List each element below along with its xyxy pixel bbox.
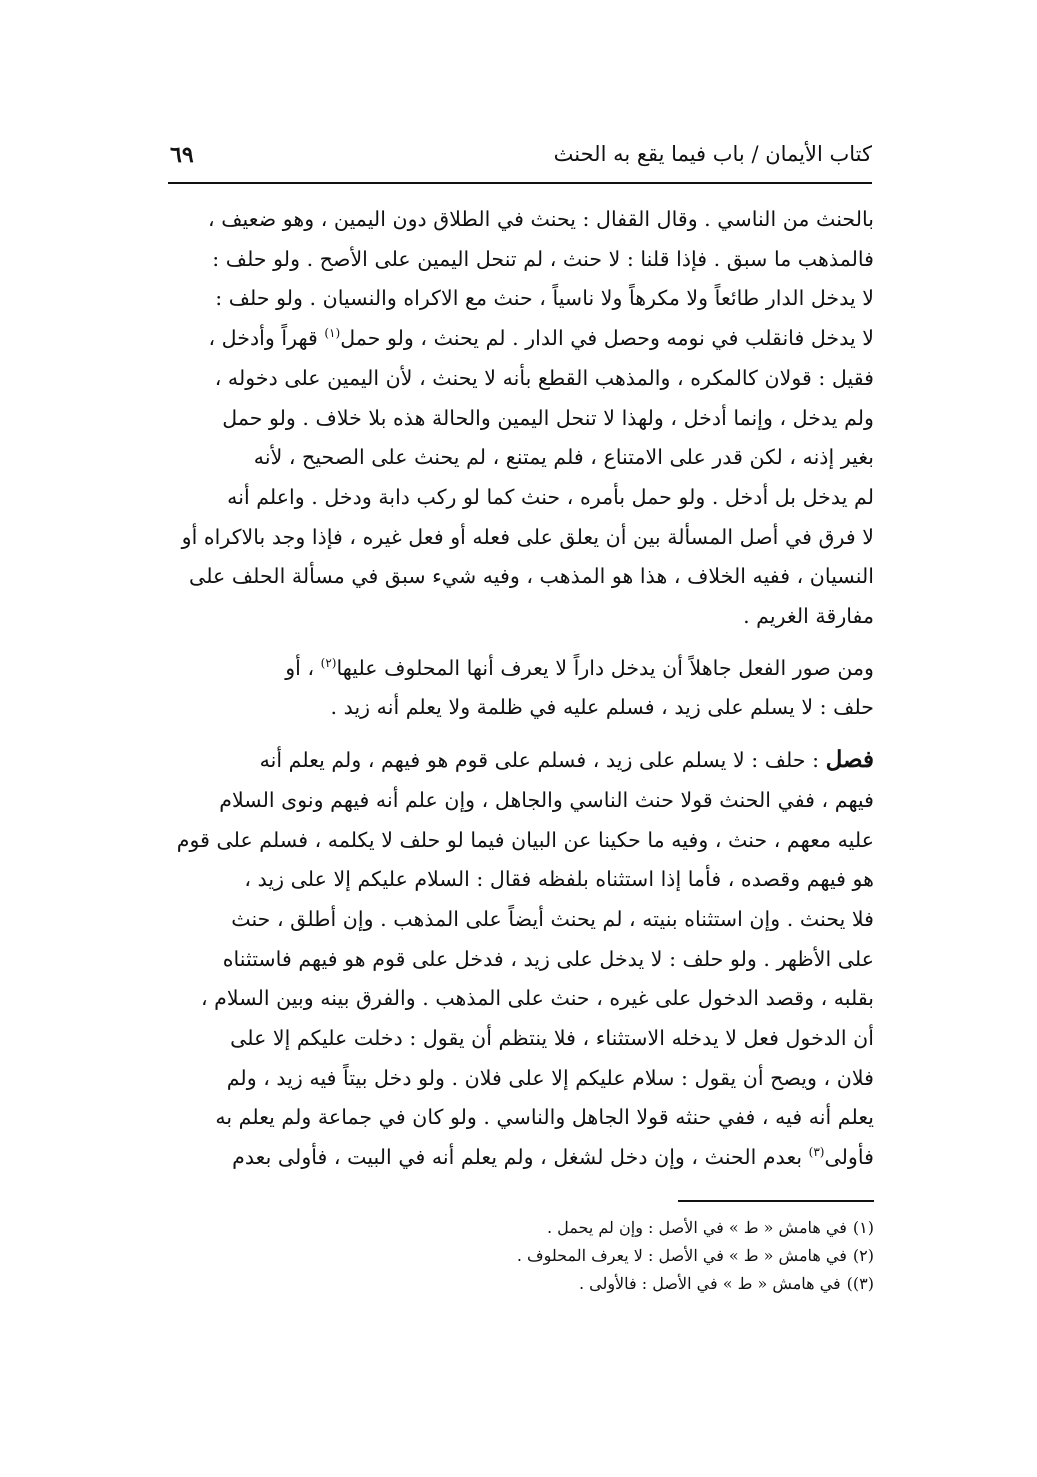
footnote-ref-1: (١) — [324, 326, 341, 341]
main-text — [165, 200, 874, 1178]
text-line: أن الدخول فعل لا يدخله الاستثناء ، فلا ينتظم أن يقول : دخلت عليكم إلا على — [230, 1026, 874, 1051]
text-line: مفارقة الغريم . — [743, 604, 874, 629]
footnotes — [300, 1214, 874, 1298]
text-line: يعلم أنه فيه ، ففي حنثه قولا الجاهل والناسي . ولو كان في جماعة ولم يعلم به — [215, 1105, 874, 1130]
text-segment: ومن صور الفعل جاهلاً أن يدخل داراً لا يعرف أنها المحلوف عليها — [336, 655, 874, 680]
footnote-text: في هامش « ط » في الأصل : فالأولى . — [578, 1274, 841, 1293]
text-line: فيهم ، ففي الحنث قولا حنث الناسي والجاهل ، وإن علم أنه فيهم ونوى السلام — [219, 787, 874, 812]
text-line: بغير إذنه ، لكن قدر على الامتناع ، فلم يمتنع ، لم يحنث على الصحيح ، لأنه — [253, 445, 874, 470]
text-segment: : حلف : لا يسلم على زيد ، فسلم على قوم هو فيهم ، ولم يعلم أنه — [259, 748, 826, 773]
text-line: فلا يحنث . وإن استثناه بنيته ، لم يحنث أيضاً على المذهب . وإن أطلق ، حنث — [231, 906, 874, 931]
text-line: هو فيهم وقصده ، فأما إذا استثناه بلفظه فقال : السلام عليكم إلا على زيد ، — [244, 867, 874, 892]
text-line: عليه معهم ، حنث ، وفيه ما حكينا عن البيان فيما لو حلف لا يكلمه ، فسلم على قوم — [176, 827, 874, 852]
text-line — [165, 319, 874, 359]
chapter-title: كتاب الأيمان / باب فيما يقع به الحنث — [553, 142, 872, 166]
footnote — [300, 1242, 874, 1270]
footnote-text: في هامش « ط » في الأصل : لا يعرف المحلوف . — [516, 1246, 847, 1265]
text-line: على الأظهر . ولو حلف : لا يدخل على زيد ، فدخل على قوم هو فيهم فاستثناه — [222, 946, 874, 971]
text-segment: بعدم الحنث ، وإن دخل لشغل ، ولم يعلم أنه في البيت ، فأولى بعدم — [232, 1145, 809, 1170]
footnote-mark: (٢) — [852, 1246, 874, 1265]
text-line: بالحنث من الناسي . وقال القفال : يحنث في الطلاق دون اليمين ، وهو ضعيف ، — [208, 207, 874, 231]
header-divider — [168, 182, 872, 184]
footnote — [300, 1214, 874, 1242]
text-segment: قهراً وأدخل ، — [208, 326, 325, 351]
paragraph-1 — [165, 200, 874, 637]
footnote-mark: (١) — [852, 1218, 874, 1237]
footnote-divider — [678, 1200, 874, 1202]
text-line: فلان ، ويصح أن يقول : سلام عليكم إلا على فلان . ولو دخل بيتاً فيه زيد ، ولم — [226, 1065, 874, 1090]
text-line: النسيان ، ففيه الخلاف ، هذا هو المذهب ، وفيه شيء سبق في مسألة الحلف على — [189, 564, 874, 589]
running-header — [170, 142, 872, 180]
text-line: بقلبه ، وقصد الدخول على غيره ، حنث على المذهب . والفرق بينه وبين السلام ، — [200, 986, 874, 1011]
paragraph-2 — [165, 649, 874, 728]
paragraph-3 — [165, 740, 874, 1178]
footnote-text: في هامش « ط » في الأصل : وإن لم يحمل . — [546, 1218, 847, 1237]
text-line — [165, 1138, 874, 1178]
text-line: حلف : لا يسلم على زيد ، فسلم عليه في ظلمة ولا يعلم أنه زيد . — [330, 695, 874, 720]
text-line: لم يدخل بل أدخل . ولو حمل بأمره ، حنث كما لو ركب دابة ودخل . واعلم أنه — [227, 484, 874, 509]
text-line: لا فرق في أصل المسألة بين أن يعلق على فعله أو فعل غيره ، فإذا وجد بالاكراه أو — [181, 524, 874, 549]
text-line — [165, 649, 874, 689]
footnote-mark: (٣)) — [846, 1274, 874, 1293]
footnote — [300, 1270, 874, 1298]
text-segment: ، أو — [285, 655, 321, 680]
text-line: ولم يدخل ، وإنما أدخل ، ولهذا لا تنحل اليمين والحالة هذه بلا خلاف . ولو حمل — [222, 405, 874, 430]
page-number: ٦٩ — [170, 142, 194, 168]
text-line: فقيل : قولان كالمكره ، والمذهب القطع بأنه لا يحنث ، لأن اليمين على دخوله ، — [214, 365, 874, 390]
text-line: لا يدخل الدار طائعاً ولا مكرهاً ولا ناسياً ، حنث مع الاكراه والنسيان . ولو حلف : — [215, 286, 874, 311]
footnote-ref-2: (٢) — [320, 655, 337, 670]
footnote-ref-3: (٣) — [808, 1145, 825, 1160]
text-line: فالمذهب ما سبق . فإذا قلنا : لا حنث ، لم تنحل اليمين على الأصح . ولو حلف : — [212, 246, 874, 271]
section-heading: فصل — [825, 746, 874, 774]
text-segment: فأولى — [824, 1145, 874, 1170]
text-line — [165, 740, 874, 781]
text-segment: لا يدخل فانقلب في نومه وحصل في الدار . لم يحنث ، ولو حمل — [340, 326, 874, 351]
